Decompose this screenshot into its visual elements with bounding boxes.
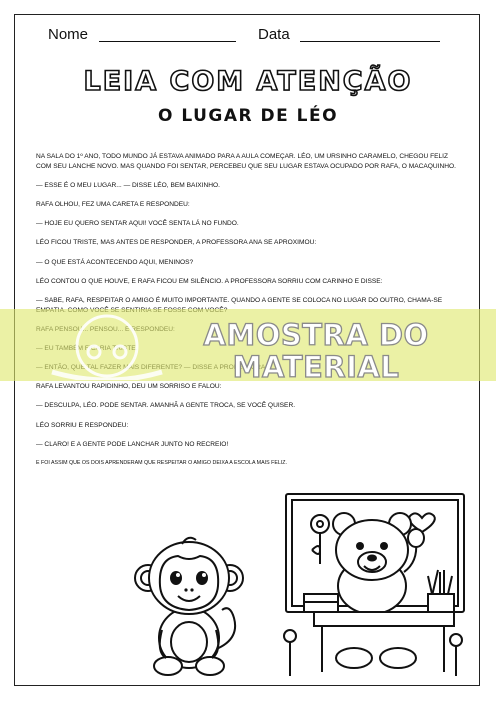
- story-paragraph: NA SALA DO 1º ANO, TODO MUNDO JÁ ESTAVA ANIMADO PARA A AULA COMEÇAR. LÉO, UM URSINHO CARAMELO, CHEGOU FELIZ COM SEU LANCHE NOVO. MAS QUANDO FOI SENTAR, PERCEBEU QUE SEU LUGAR ESTAVA OCUPADO POR RAFA, O MACAQUINHO.: [36, 153, 456, 170]
- name-field[interactable]: [99, 41, 236, 42]
- story-paragraph: RAFA LEVANTOU RAPIDINHO, DEU UM SORRISO E FALOU:: [36, 383, 222, 391]
- story-paragraph: — DESCULPA, LÉO. PODE SENTAR. AMANHÃ A GENTE TROCA, SE VOCÊ QUISER.: [36, 402, 296, 410]
- story-paragraph: E FOI ASSIM QUE OS DOIS APRENDERAM QUE RESPEITAR O AMIGO DEIXA A ESCOLA MAIS FELIZ.: [36, 460, 287, 466]
- story-paragraph: — CLARO! E A GENTE PODE LANCHAR JUNTO NO RECREIO!: [36, 440, 229, 448]
- seal-logo: [32, 312, 182, 380]
- story-paragraph: LÉO SORRIU E RESPONDEU:: [36, 421, 129, 429]
- date-label: Data: [258, 26, 290, 43]
- story-paragraph: RAFA OLHOU, FEZ UMA CARETA E RESPONDEU:: [36, 200, 190, 208]
- name-label: Nome: [48, 26, 89, 43]
- monkey-drawing: [130, 530, 248, 680]
- story-paragraph: — ESSE É O MEU LUGAR... — DISSE LÉO, BEM BAIXINHO.: [36, 181, 220, 189]
- watermark-line-2: MATERIAL: [232, 350, 400, 384]
- story-paragraph: LÉO FICOU TRISTE, MAS ANTES DE RESPONDER, A PROFESSORA ANA SE APROXIMOU:: [36, 239, 317, 247]
- story-paragraph: LÉO CONTOU O QUE HOUVE, E RAFA FICOU EM SILÊNCIO. A PROFESSORA SORRIU COM CARINHO E DISSE:: [36, 277, 383, 285]
- story-paragraph: — SABE, RAFA, RESPEITAR O AMIGO É MUITO IMPORTANTE. QUANDO A GENTE SE COLOCA NO LUGAR DO OUTRO, CHAMA-SE: [36, 296, 443, 304]
- story-paragraph: — O QUE ESTÁ ACONTECENDO AQUI, MENINOS?: [36, 258, 194, 266]
- bear-at-desk-drawing: [268, 490, 472, 680]
- page-title: LEIA COM ATENÇÃO: [83, 66, 413, 97]
- story-title: O LUGAR DE LÉO: [157, 106, 339, 126]
- story-paragraph: — HOJE EU QUERO SENTAR AQUI! VOCÊ SENTA LÁ NO FUNDO.: [36, 220, 239, 228]
- watermark-line-1: AMOSTRA DO: [203, 318, 429, 352]
- date-field[interactable]: [300, 41, 440, 42]
